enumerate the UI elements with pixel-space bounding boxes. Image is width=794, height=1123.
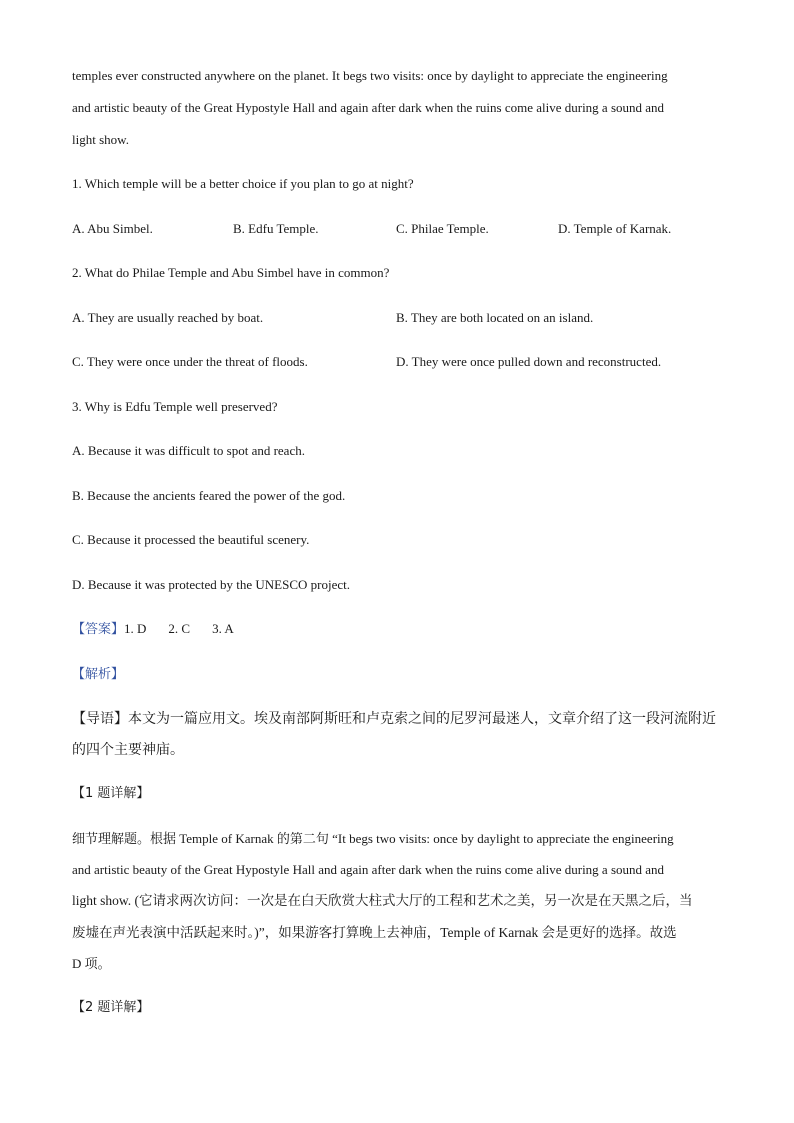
question-1-option-a: A. Abu Simbel.: [72, 221, 153, 236]
question-3-option-a: A. Because it was difficult to spot and reach.: [72, 443, 305, 458]
answer-item-2: 2. C: [168, 621, 191, 636]
detail-1-line-1: 细节理解题。根据 Temple of Karnak 的第二句 “It begs two visits: once by daylight to appreciate the engineering: [72, 831, 674, 846]
analysis-label: 【解析】: [72, 667, 125, 682]
question-1-stem: 1. Which temple will be a better choice if you plan to go at night?: [72, 176, 414, 191]
question-1-option-c: C. Philae Temple.: [396, 221, 489, 236]
question-1-option-d: D. Temple of Karnak.: [558, 221, 672, 236]
detail-1-heading: 【1 题详解】: [72, 786, 150, 801]
question-2-option-a: A. They are usually reached by boat.: [72, 310, 264, 325]
answer-label: 【答案】: [72, 622, 125, 637]
detail-1-line-4: 废墟在声光表演中活跃起来时。)”，如果游客打算晚上去神庙，Temple of Karnak 会是更好的选择。故选: [72, 925, 677, 940]
question-3-option-d: D. Because it was protected by the UNESCO project.: [72, 577, 350, 592]
analysis-heading: [72, 666, 124, 683]
question-2-stem: 2. What do Philae Temple and Abu Simbel have in common?: [72, 265, 390, 280]
detail-1-line-5: D 项。: [72, 956, 111, 971]
question-2-option-d: D. They were once pulled down and reconstructed.: [396, 354, 662, 369]
question-1-option-b: B. Edfu Temple.: [233, 221, 319, 236]
passage-line-1: temples ever constructed anywhere on the planet. It begs two visits: once by daylight to appreciate the engineering: [72, 68, 668, 83]
passage-line-3: light show.: [72, 132, 129, 147]
answer-line: [72, 621, 234, 638]
answer-item-3: 3. A: [212, 621, 234, 636]
detail-1-line-2: and artistic beauty of the Great Hypostyle Hall and again after dark when the ruins come alive during a sound and: [72, 862, 665, 877]
question-2-option-c: C. They were once under the threat of floods.: [72, 354, 308, 369]
guide-line-2: 的四个主要神庙。: [72, 742, 184, 758]
detail-2-heading: 【2 题详解】: [72, 1000, 150, 1015]
question-3-option-c: C. Because it processed the beautiful scenery.: [72, 532, 310, 547]
passage-line-2: and artistic beauty of the Great Hypostyle Hall and again after dark when the ruins come alive during a sound and: [72, 100, 665, 115]
guide-label: 【导语】: [72, 711, 128, 727]
guide-text-1: 本文为一篇应用文。埃及南部阿斯旺和卢克索之间的尼罗河最迷人，文章介绍了这一段河流附近: [128, 711, 716, 727]
guide-line-1: [72, 711, 716, 727]
question-3-option-b: B. Because the ancients feared the power of the god.: [72, 488, 346, 503]
question-3-stem: 3. Why is Edfu Temple well preserved?: [72, 399, 278, 414]
question-2-option-b: B. They are both located on an island.: [396, 310, 594, 325]
answer-item-1: 1. D: [124, 621, 147, 636]
detail-1-line-3: light show. (它请求两次访问：一次是在白天欣赏大柱式大厅的工程和艺术之美，另一次是在天黑之后，当: [72, 893, 693, 908]
